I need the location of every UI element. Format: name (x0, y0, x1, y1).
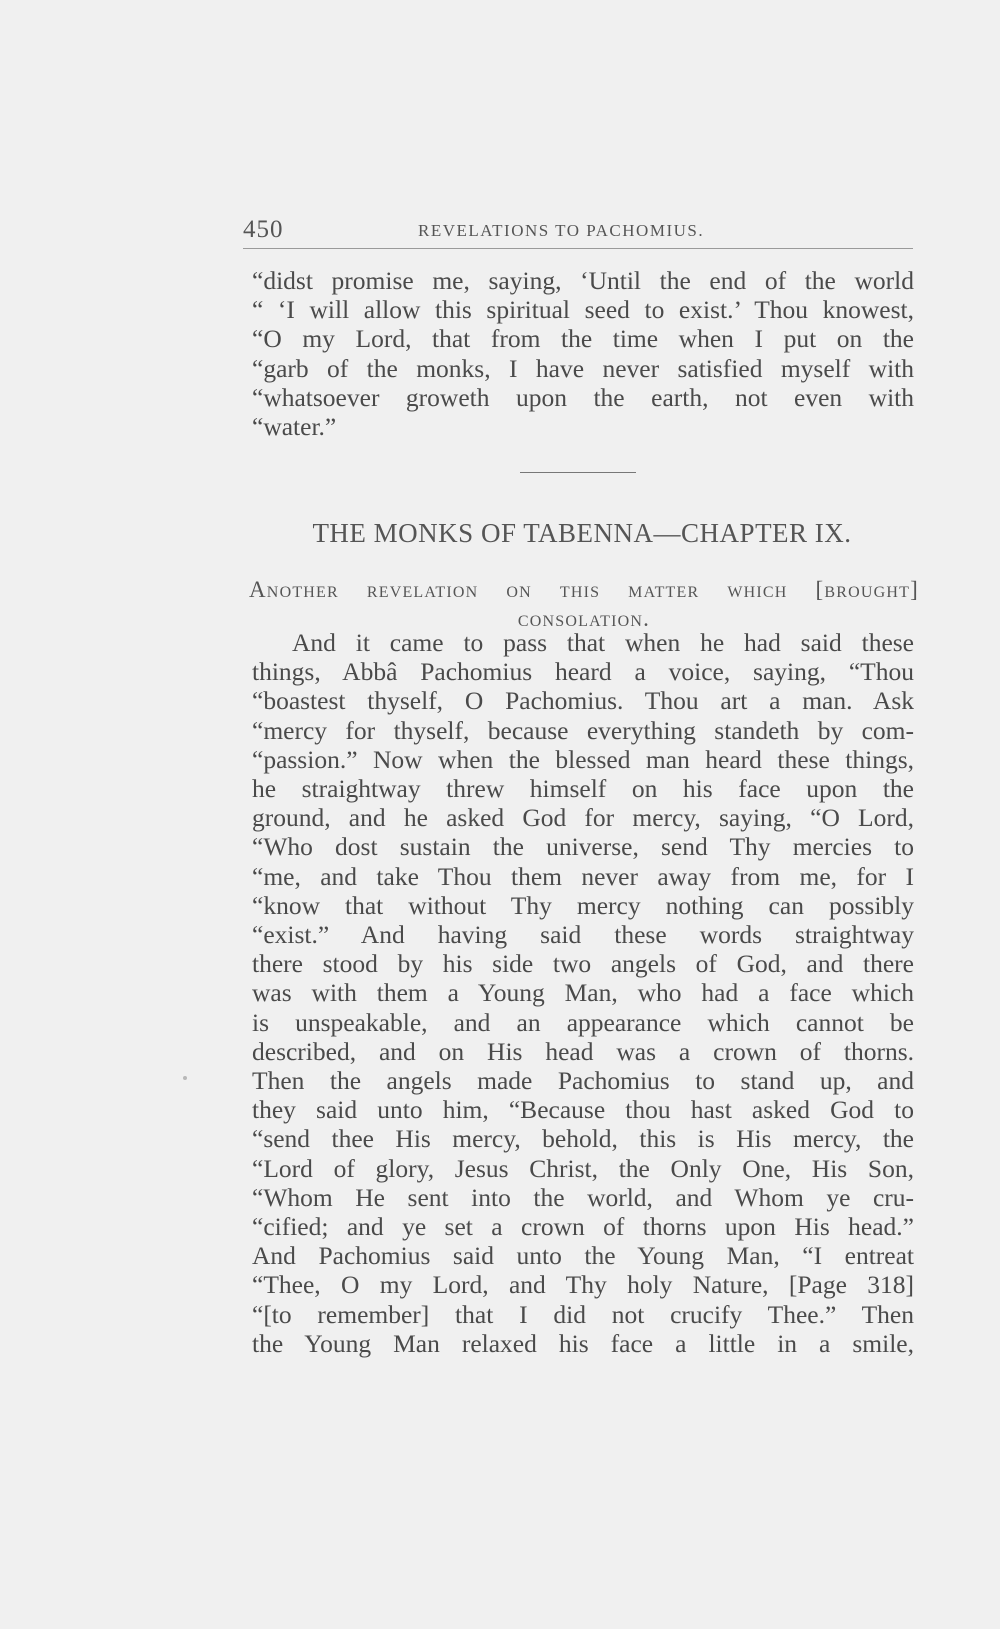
running-title: REVELATIONS TO PACHOMIUS. (418, 221, 705, 240)
running-head (243, 212, 913, 249)
chapter-heading: THE MONKS OF TABENNA—CHAPTER IX. (312, 518, 852, 548)
text-line: “ ‘I will allow this spiritual seed to exist.’ Thou knowest, (252, 295, 914, 325)
text-line: things, Abbâ Pachomius heard a voice, saying, “Thou (252, 657, 914, 687)
text-line: “whatsoever groweth upon the earth, not even with (252, 382, 914, 412)
text-line: “garb of the monks, I have never satisfied myself with (252, 353, 914, 383)
text-line: the Young Man relaxed his face a little in a smile, (252, 1328, 914, 1358)
text-line: “Whom He sent into the world, and Whom ye cru- (252, 1182, 914, 1212)
text-line: “[to remember] that I did not crucify Thee.” Then (252, 1299, 914, 1329)
subheading-line: Another revelation on this matter which [brought] (249, 577, 919, 602)
text-line: Then the angels made Pachomius to stand up, and (252, 1066, 914, 1096)
text-line: described, and on His head was a crown of thorns. (252, 1036, 914, 1066)
text-line: is unspeakable, and an appearance which cannot be (252, 1007, 914, 1037)
text-line: “send thee His mercy, behold, this is His mercy, the (252, 1124, 914, 1154)
text-line: they said unto him, “Because thou hast asked God to (252, 1095, 914, 1125)
text-line: was with them a Young Man, who had a face which (252, 978, 914, 1008)
text-line: “exist.” And having said these words straightway (252, 920, 914, 950)
text-line: “O my Lord, that from the time when I put on the (252, 324, 914, 354)
text-line: there stood by his side two angels of God, and there (252, 949, 914, 979)
text-line: “boastest thyself, O Pachomius. Thou art a man. Ask (252, 686, 914, 716)
text-line: “mercy for thyself, because everything standeth by com- (252, 715, 914, 745)
text-line: “didst promise me, saying, ‘Until the end of the world (252, 266, 914, 295)
text-line: “me, and take Thou them never away from me, for I (252, 861, 914, 891)
text-line: “water.” (252, 412, 337, 442)
continued-paragraph (252, 266, 914, 441)
text-line: “Thee, O my Lord, and Thy holy Nature, [Page 318] (252, 1270, 914, 1300)
text-line: ground, and he asked God for mercy, saying, “O Lord, (252, 803, 914, 833)
text-line: “Who dost sustain the universe, send Thy mercies to (252, 832, 914, 862)
text-line: “Lord of glory, Jesus Christ, the Only One, His Son, (252, 1153, 914, 1183)
page-number: 450 (243, 216, 284, 243)
text-line: “know that without Thy mercy nothing can possibly (252, 890, 914, 920)
text-line: “passion.” Now when the blessed man heard these things, (252, 744, 914, 774)
chapter-subheading (249, 575, 919, 633)
text-line: “cified; and ye set a crown of thorns upon His head.” (252, 1212, 914, 1242)
text-line: he straightway threw himself on his face upon the (252, 774, 914, 804)
paper-speck (183, 1076, 187, 1080)
subheading-line: consolation. (517, 606, 651, 631)
text-line: And Pachomius said unto the Young Man, “I entreat (252, 1241, 914, 1271)
section-divider (520, 472, 636, 473)
text-line: And it came to pass that when he had said these (292, 628, 914, 657)
body-paragraph (252, 628, 914, 1358)
